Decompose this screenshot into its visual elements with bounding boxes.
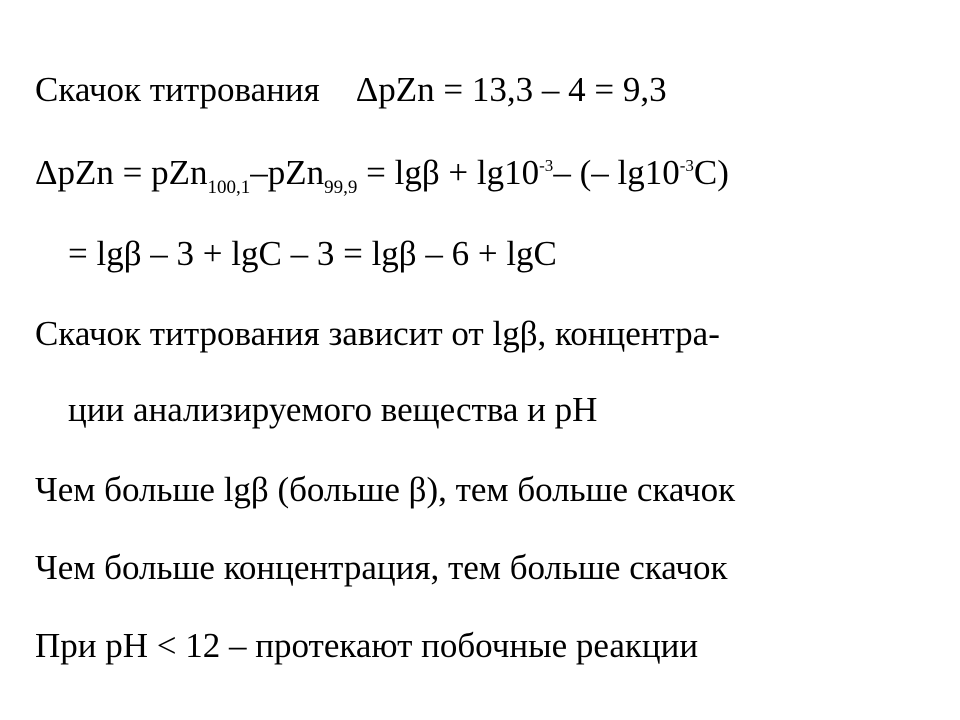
beta-effect-statement: Чем больше lgβ (больше β), тем больше скачок — [35, 470, 736, 509]
equation-rhs-part2: – (– lg10 — [553, 153, 680, 192]
equation-rhs-part1: = lgβ + lg10 — [357, 153, 540, 192]
dependence-statement: Скачок титрования зависит от lgβ, концентра- — [35, 314, 720, 353]
equation-continuation: = lgβ – 3 + lgC – 3 = lgβ – 6 + lgC — [68, 234, 557, 273]
titration-jump-line — [35, 72, 667, 107]
titration-jump-expression: ΔpZn = 13,3 – 4 = 9,3 — [355, 70, 667, 109]
equation-mid: –pZn — [250, 153, 325, 192]
dependence-statement-continuation: ции анализируемого вещества и pH — [68, 390, 598, 429]
equation-lhs: ΔpZn = pZn — [35, 153, 208, 192]
superscript-minus-3-second: -3 — [679, 156, 694, 175]
side-reactions-statement: При pH < 12 – протекают побочные реакции — [35, 626, 699, 665]
superscript-minus-3-first: -3 — [539, 156, 554, 175]
concentration-effect-statement: Чем больше концентрация, тем больше скачок — [35, 548, 728, 587]
equation-rhs-part3: C) — [693, 153, 729, 192]
subscript-100-1: 100,1 — [207, 177, 251, 198]
delta-pzn-equation — [35, 153, 729, 198]
subscript-99-9: 99,9 — [324, 177, 358, 198]
titration-jump-label: Скачок титрования — [35, 70, 320, 109]
